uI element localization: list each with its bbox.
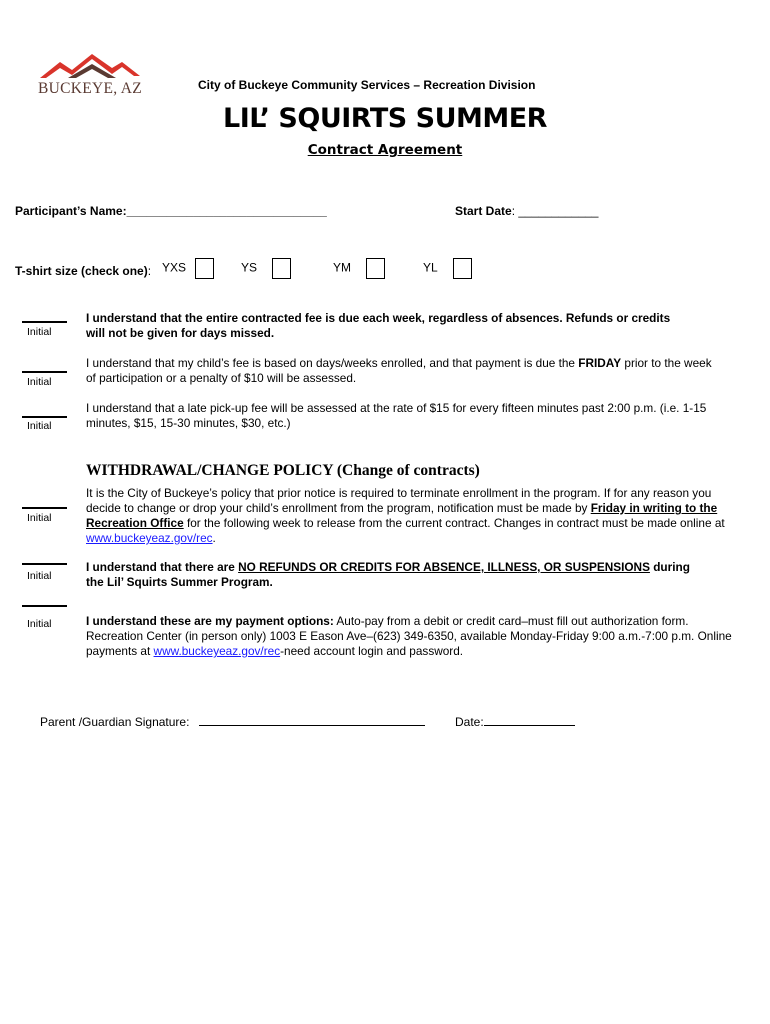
tshirt-size-label: T-shirt size (check one): [15, 264, 148, 278]
tshirt-size-colon: :: [147, 264, 152, 278]
buckeye-logo: [34, 50, 144, 102]
clause-payment-due: I understand that my child’s fee is based on days/weeks enrolled, and that payment is due the FRIDAY prior to the week of participation or a penalty of $10 will be assessed.: [86, 356, 712, 385]
tshirt-checkbox[interactable]: [366, 258, 385, 279]
participant-name-line: ______________________________: [126, 204, 327, 218]
initial-label: Initial: [27, 326, 52, 338]
tshirt-checkbox[interactable]: [195, 258, 214, 279]
initial-label: Initial: [27, 570, 52, 582]
initial-line[interactable]: [22, 563, 67, 565]
tshirt-option-label: YS: [241, 260, 258, 275]
start-date-line: ____________: [518, 204, 599, 218]
start-date-field[interactable]: [455, 204, 598, 218]
logo-text: BUCKEYE, AZ: [37, 80, 143, 97]
signature-date-field[interactable]: [455, 713, 575, 729]
page-subtitle: Contract Agreement: [307, 142, 463, 158]
initial-label: Initial: [27, 376, 52, 388]
rec-payment-link[interactable]: www.buckeyeaz.gov/rec: [153, 644, 281, 658]
start-date-colon: :: [511, 204, 516, 218]
tshirt-option-yl[interactable]: [423, 258, 472, 279]
rec-website-link[interactable]: www.buckeyeaz.gov/rec: [86, 531, 213, 545]
tshirt-size-label-group: [15, 264, 151, 278]
signature-date-label: Date:: [455, 715, 484, 729]
tshirt-option-ym[interactable]: [333, 258, 385, 279]
withdrawal-heading: WITHDRAWAL/CHANGE POLICY (Change of contracts): [86, 462, 480, 479]
initial-label: Initial: [27, 512, 52, 524]
no-refunds-clause: I understand that there are NO REFUNDS OR CREDITS FOR ABSENCE, ILLNESS, OR SUSPENSIONS during the Lil’ Squirts Summer Program.: [86, 560, 690, 589]
initial-line[interactable]: [22, 605, 67, 607]
initial-line[interactable]: [22, 321, 67, 323]
mountain-logo-icon: [38, 50, 142, 80]
initial-line[interactable]: [22, 507, 67, 509]
tshirt-option-ys[interactable]: [241, 258, 291, 279]
clause-fee-due: I understand that the entire contracted fee is due each week, regardless of absences. Refunds or credits will not be given for days missed.: [86, 311, 671, 340]
tshirt-checkbox[interactable]: [272, 258, 291, 279]
parent-signature-field[interactable]: [40, 713, 425, 729]
payment-options-clause: I understand these are my payment options: Auto-pay from a debit or credit card–must fill out authorization form. Recreation Center (in person only) 1003 E Eason Ave–(623) 349-6350, available Monday-Friday 9:00 a.m.-7:00 p.m. Online payments at www.buckeyeaz.gov/rec-need account login and password.: [86, 614, 732, 658]
department-name: City of Buckeye Community Services – Recreation Division: [198, 78, 536, 92]
signature-date-line[interactable]: [484, 713, 575, 726]
tshirt-option-yxs[interactable]: [162, 258, 214, 279]
parent-signature-label: Parent /Guardian Signature:: [40, 715, 190, 729]
participant-name-field[interactable]: [15, 204, 327, 218]
tshirt-option-label: YL: [423, 260, 438, 275]
start-date-label: Start Date: [455, 204, 512, 218]
initial-line[interactable]: [22, 371, 67, 373]
page-title: LIL’ SQUIRTS SUMMER: [223, 103, 547, 134]
tshirt-option-label: YXS: [162, 260, 187, 275]
participant-name-label: Participant’s Name:: [15, 204, 127, 218]
parent-signature-line[interactable]: [199, 713, 425, 726]
clause-late-pickup: I understand that a late pick-up fee will be assessed at the rate of $15 for every fifteen minutes past 2:00 p.m. (i.e. 1-15 minutes, $15, 15-30 minutes, $30, etc.): [86, 401, 707, 430]
initial-label: Initial: [27, 420, 52, 432]
withdrawal-policy-text: It is the City of Buckeye’s policy that prior notice is required to terminate enrollment in the program. If for any reason you decide to change or drop your child’s enrollment from the program, notification must be made by Friday in writing to the Recreation Office for the following week to release from the current contract. Changes in contract must be made online at www.buckeyeaz.gov/rec.: [86, 486, 725, 545]
tshirt-option-label: YM: [333, 260, 351, 275]
initial-label: Initial: [27, 618, 52, 630]
tshirt-checkbox[interactable]: [453, 258, 472, 279]
initial-line[interactable]: [22, 416, 67, 418]
